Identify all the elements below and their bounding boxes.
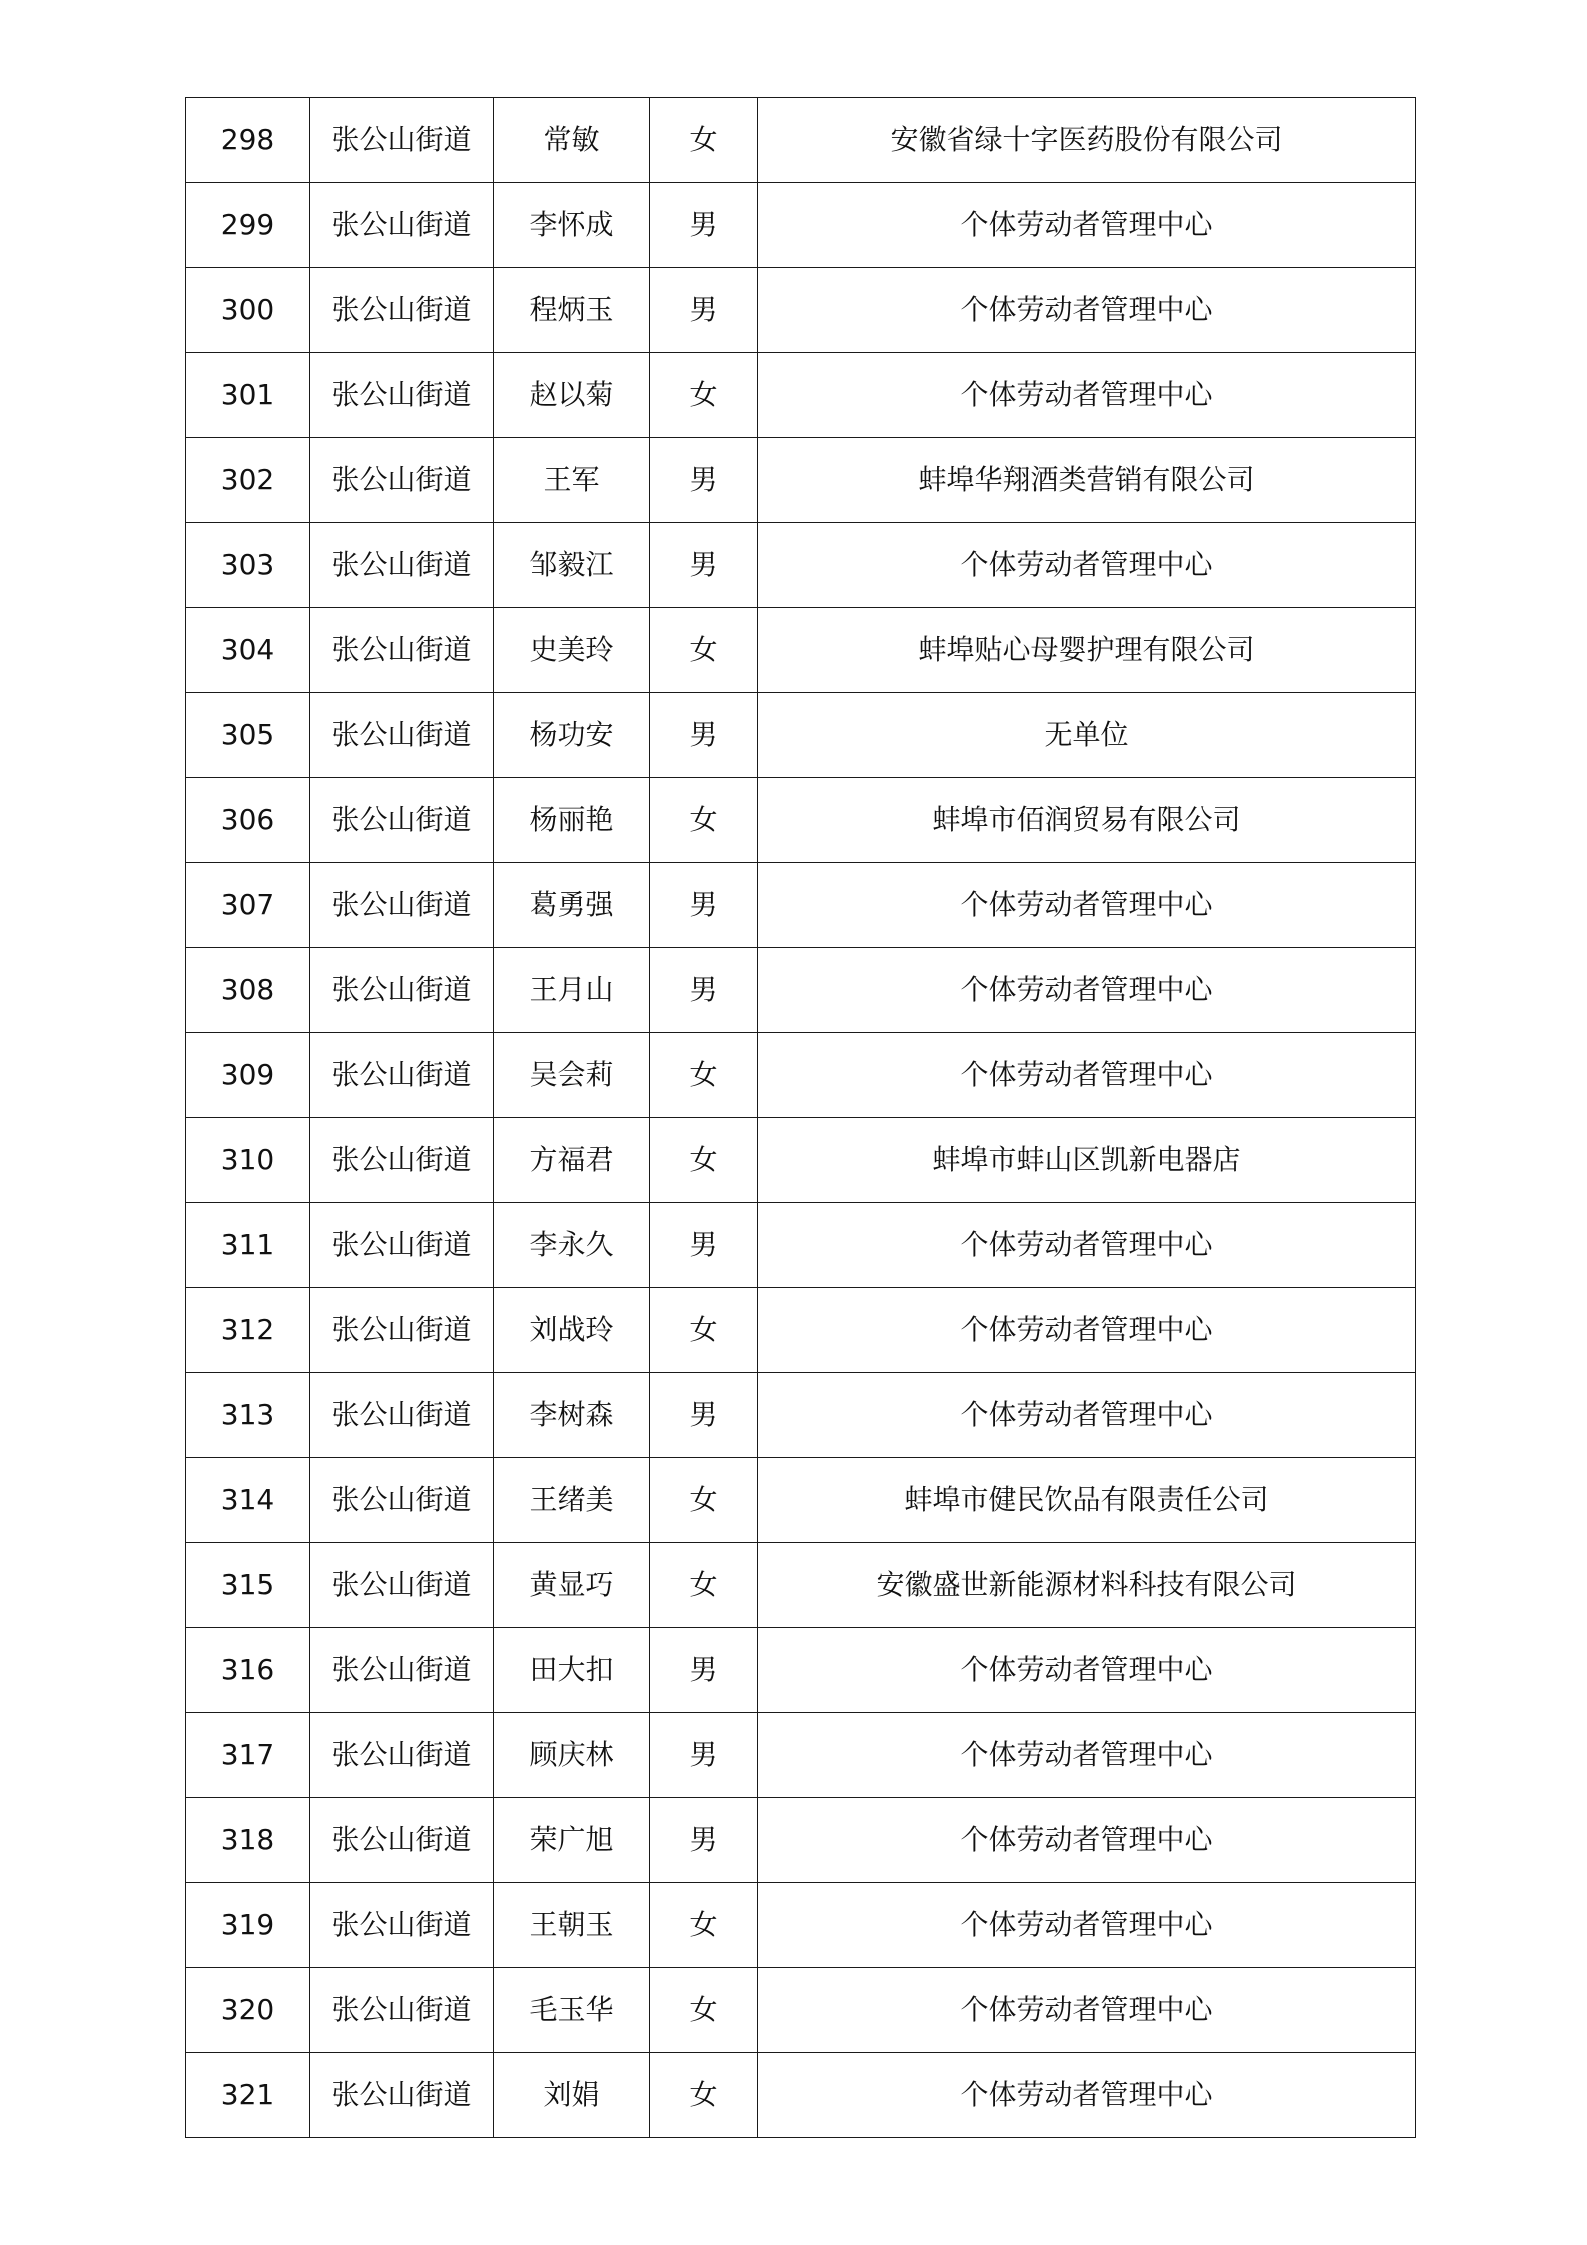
work-unit-cell: 安徽盛世新能源材料科技有限公司	[758, 1543, 1416, 1628]
table-row	[186, 353, 1416, 438]
row-number-cell: 310	[186, 1118, 310, 1203]
person-name-cell: 葛勇强	[494, 863, 650, 948]
table-row	[186, 608, 1416, 693]
work-unit-cell: 个体劳动者管理中心	[758, 268, 1416, 353]
table-row	[186, 1033, 1416, 1118]
street-cell: 张公山街道	[310, 1968, 494, 2053]
row-number-cell: 314	[186, 1458, 310, 1543]
table-row	[186, 438, 1416, 523]
work-unit-cell: 个体劳动者管理中心	[758, 1628, 1416, 1713]
gender-cell: 男	[650, 438, 758, 523]
gender-cell: 男	[650, 948, 758, 1033]
person-name-cell: 赵以菊	[494, 353, 650, 438]
gender-cell: 女	[650, 1033, 758, 1118]
row-number-cell: 319	[186, 1883, 310, 1968]
street-cell: 张公山街道	[310, 863, 494, 948]
street-cell: 张公山街道	[310, 1798, 494, 1883]
work-unit-cell: 蚌埠市健民饮品有限责任公司	[758, 1458, 1416, 1543]
row-number-cell: 317	[186, 1713, 310, 1798]
gender-cell: 女	[650, 1118, 758, 1203]
gender-cell: 男	[650, 1713, 758, 1798]
row-number-cell: 304	[186, 608, 310, 693]
table-row	[186, 183, 1416, 268]
street-cell: 张公山街道	[310, 98, 494, 183]
work-unit-cell: 个体劳动者管理中心	[758, 523, 1416, 608]
street-cell: 张公山街道	[310, 1543, 494, 1628]
work-unit-cell: 个体劳动者管理中心	[758, 1713, 1416, 1798]
person-name-cell: 史美玲	[494, 608, 650, 693]
gender-cell: 男	[650, 523, 758, 608]
gender-cell: 女	[650, 608, 758, 693]
person-name-cell: 刘娟	[494, 2053, 650, 2138]
street-cell: 张公山街道	[310, 353, 494, 438]
work-unit-cell: 个体劳动者管理中心	[758, 1968, 1416, 2053]
gender-cell: 女	[650, 98, 758, 183]
street-cell: 张公山街道	[310, 693, 494, 778]
row-number-cell: 320	[186, 1968, 310, 2053]
person-name-cell: 王军	[494, 438, 650, 523]
row-number-cell: 299	[186, 183, 310, 268]
street-cell: 张公山街道	[310, 1118, 494, 1203]
row-number-cell: 307	[186, 863, 310, 948]
row-number-cell: 309	[186, 1033, 310, 1118]
street-cell: 张公山街道	[310, 438, 494, 523]
street-cell: 张公山街道	[310, 1373, 494, 1458]
street-cell: 张公山街道	[310, 1033, 494, 1118]
work-unit-cell: 个体劳动者管理中心	[758, 1373, 1416, 1458]
row-number-cell: 311	[186, 1203, 310, 1288]
row-number-cell: 300	[186, 268, 310, 353]
person-name-cell: 毛玉华	[494, 1968, 650, 2053]
street-cell: 张公山街道	[310, 1288, 494, 1373]
person-name-cell: 顾庆林	[494, 1713, 650, 1798]
work-unit-cell: 个体劳动者管理中心	[758, 1203, 1416, 1288]
row-number-cell: 305	[186, 693, 310, 778]
work-unit-cell: 个体劳动者管理中心	[758, 1798, 1416, 1883]
table-row	[186, 1883, 1416, 1968]
gender-cell: 男	[650, 1798, 758, 1883]
work-unit-cell: 个体劳动者管理中心	[758, 1883, 1416, 1968]
table-row	[186, 1288, 1416, 1373]
row-number-cell: 308	[186, 948, 310, 1033]
table-row	[186, 2053, 1416, 2138]
table-row	[186, 948, 1416, 1033]
table-row	[186, 98, 1416, 183]
gender-cell: 女	[650, 1288, 758, 1373]
roster-table	[185, 97, 1416, 2138]
work-unit-cell: 蚌埠市蚌山区凯新电器店	[758, 1118, 1416, 1203]
roster-table-body	[186, 98, 1416, 2138]
row-number-cell: 321	[186, 2053, 310, 2138]
work-unit-cell: 个体劳动者管理中心	[758, 2053, 1416, 2138]
gender-cell: 女	[650, 1543, 758, 1628]
gender-cell: 男	[650, 863, 758, 948]
row-number-cell: 318	[186, 1798, 310, 1883]
table-row	[186, 693, 1416, 778]
table-row	[186, 1713, 1416, 1798]
work-unit-cell: 蚌埠华翔酒类营销有限公司	[758, 438, 1416, 523]
table-row	[186, 1458, 1416, 1543]
person-name-cell: 黄显巧	[494, 1543, 650, 1628]
work-unit-cell: 个体劳动者管理中心	[758, 1033, 1416, 1118]
person-name-cell: 王绪美	[494, 1458, 650, 1543]
work-unit-cell: 安徽省绿十字医药股份有限公司	[758, 98, 1416, 183]
person-name-cell: 常敏	[494, 98, 650, 183]
table-row	[186, 863, 1416, 948]
gender-cell: 女	[650, 1883, 758, 1968]
row-number-cell: 303	[186, 523, 310, 608]
table-row	[186, 1628, 1416, 1713]
person-name-cell: 杨丽艳	[494, 778, 650, 863]
table-row	[186, 778, 1416, 863]
street-cell: 张公山街道	[310, 268, 494, 353]
person-name-cell: 田大扣	[494, 1628, 650, 1713]
gender-cell: 男	[650, 268, 758, 353]
person-name-cell: 李树森	[494, 1373, 650, 1458]
gender-cell: 女	[650, 2053, 758, 2138]
person-name-cell: 程炳玉	[494, 268, 650, 353]
street-cell: 张公山街道	[310, 1883, 494, 1968]
street-cell: 张公山街道	[310, 1203, 494, 1288]
work-unit-cell: 个体劳动者管理中心	[758, 353, 1416, 438]
gender-cell: 女	[650, 1968, 758, 2053]
person-name-cell: 荣广旭	[494, 1798, 650, 1883]
street-cell: 张公山街道	[310, 948, 494, 1033]
person-name-cell: 王朝玉	[494, 1883, 650, 1968]
work-unit-cell: 蚌埠贴心母婴护理有限公司	[758, 608, 1416, 693]
person-name-cell: 王月山	[494, 948, 650, 1033]
work-unit-cell: 无单位	[758, 693, 1416, 778]
gender-cell: 男	[650, 693, 758, 778]
gender-cell: 女	[650, 1458, 758, 1543]
person-name-cell: 李怀成	[494, 183, 650, 268]
person-name-cell: 李永久	[494, 1203, 650, 1288]
work-unit-cell: 个体劳动者管理中心	[758, 948, 1416, 1033]
street-cell: 张公山街道	[310, 1628, 494, 1713]
person-name-cell: 刘战玲	[494, 1288, 650, 1373]
row-number-cell: 298	[186, 98, 310, 183]
street-cell: 张公山街道	[310, 523, 494, 608]
street-cell: 张公山街道	[310, 2053, 494, 2138]
table-row	[186, 1373, 1416, 1458]
row-number-cell: 306	[186, 778, 310, 863]
work-unit-cell: 个体劳动者管理中心	[758, 1288, 1416, 1373]
row-number-cell: 316	[186, 1628, 310, 1713]
table-row	[186, 1543, 1416, 1628]
person-name-cell: 方福君	[494, 1118, 650, 1203]
row-number-cell: 312	[186, 1288, 310, 1373]
table-row	[186, 1118, 1416, 1203]
gender-cell: 男	[650, 1373, 758, 1458]
table-row	[186, 1798, 1416, 1883]
gender-cell: 女	[650, 778, 758, 863]
work-unit-cell: 个体劳动者管理中心	[758, 183, 1416, 268]
table-row	[186, 1968, 1416, 2053]
gender-cell: 男	[650, 1203, 758, 1288]
street-cell: 张公山街道	[310, 1458, 494, 1543]
row-number-cell: 313	[186, 1373, 310, 1458]
street-cell: 张公山街道	[310, 183, 494, 268]
street-cell: 张公山街道	[310, 608, 494, 693]
gender-cell: 女	[650, 353, 758, 438]
table-row	[186, 523, 1416, 608]
street-cell: 张公山街道	[310, 778, 494, 863]
row-number-cell: 301	[186, 353, 310, 438]
gender-cell: 男	[650, 183, 758, 268]
person-name-cell: 邹毅江	[494, 523, 650, 608]
work-unit-cell: 蚌埠市佰润贸易有限公司	[758, 778, 1416, 863]
table-row	[186, 268, 1416, 353]
row-number-cell: 315	[186, 1543, 310, 1628]
row-number-cell: 302	[186, 438, 310, 523]
street-cell: 张公山街道	[310, 1713, 494, 1798]
table-row	[186, 1203, 1416, 1288]
gender-cell: 男	[650, 1628, 758, 1713]
person-name-cell: 杨功安	[494, 693, 650, 778]
work-unit-cell: 个体劳动者管理中心	[758, 863, 1416, 948]
person-name-cell: 吴会莉	[494, 1033, 650, 1118]
